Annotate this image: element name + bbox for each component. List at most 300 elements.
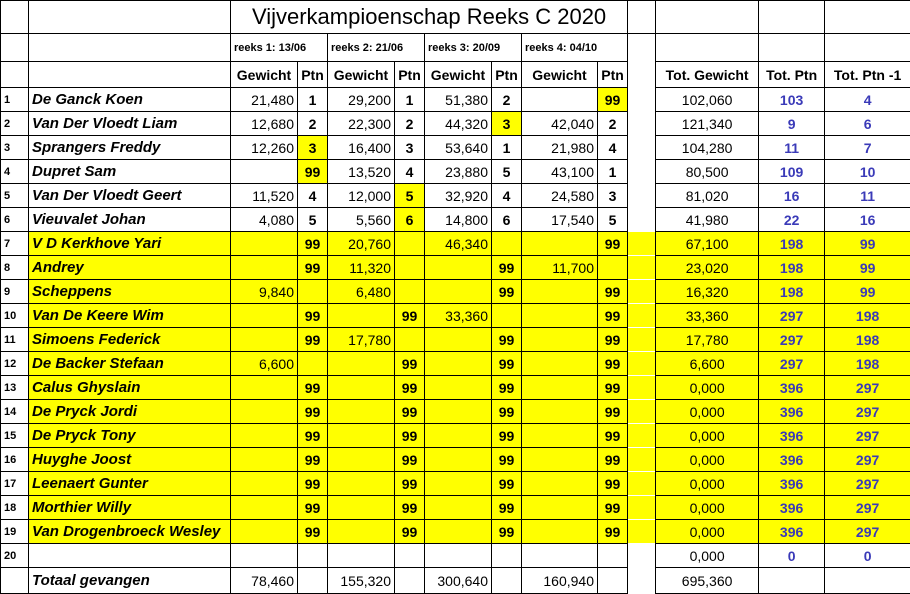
cell[interactable] [29,34,231,62]
row-number[interactable]: 11 [1,328,29,352]
total-weight[interactable]: 67,100 [656,232,759,256]
participant-name[interactable]: Sprangers Freddy [29,136,231,160]
total-points-minus-one[interactable]: 198 [825,328,910,352]
points-4[interactable]: 99 [598,352,628,376]
points-3[interactable] [492,544,522,568]
header-gewicht-4[interactable]: Gewicht [522,62,598,88]
points-3[interactable]: 99 [492,328,522,352]
points-2[interactable]: 5 [395,184,425,208]
points-3[interactable]: 99 [492,376,522,400]
points-2[interactable]: 99 [395,352,425,376]
weight-3[interactable] [425,448,492,472]
weight-2[interactable] [328,424,395,448]
points-2[interactable]: 99 [395,400,425,424]
points-1[interactable]: 99 [298,400,328,424]
weight-3[interactable] [425,520,492,544]
row-number[interactable]: 15 [1,424,29,448]
spacer-cell[interactable] [628,544,656,568]
weight-2[interactable]: 6,480 [328,280,395,304]
spacer-cell[interactable] [628,88,656,112]
weight-4[interactable]: 43,100 [522,160,598,184]
weight-3[interactable] [425,256,492,280]
points-1[interactable]: 99 [298,232,328,256]
weight-2[interactable] [328,400,395,424]
spacer-cell[interactable] [628,34,656,62]
total-weight-4[interactable]: 160,940 [522,568,598,594]
row-number[interactable]: 6 [1,208,29,232]
weight-4[interactable] [522,496,598,520]
row-number[interactable]: 16 [1,448,29,472]
points-4[interactable]: 99 [598,424,628,448]
total-points-minus-one[interactable]: 6 [825,112,910,136]
points-4[interactable]: 99 [598,520,628,544]
spacer-cell[interactable] [628,136,656,160]
weight-4[interactable] [522,400,598,424]
cell[interactable] [628,1,656,34]
weight-4[interactable] [522,328,598,352]
spacer-cell[interactable] [628,256,656,280]
participant-name[interactable]: V D Kerkhove Yari [29,232,231,256]
weight-2[interactable]: 17,780 [328,328,395,352]
row-number[interactable]: 20 [1,544,29,568]
spacer-cell[interactable] [628,184,656,208]
total-weight[interactable]: 104,280 [656,136,759,160]
points-4[interactable] [598,256,628,280]
participant-name[interactable]: Morthier Willy [29,496,231,520]
total-points[interactable]: 396 [759,496,825,520]
weight-1[interactable]: 12,260 [231,136,298,160]
total-points[interactable]: 9 [759,112,825,136]
points-3[interactable]: 2 [492,88,522,112]
weight-4[interactable]: 42,040 [522,112,598,136]
total-points-minus-one[interactable]: 7 [825,136,910,160]
cell[interactable] [1,62,29,88]
points-1[interactable]: 1 [298,88,328,112]
points-1[interactable]: 99 [298,304,328,328]
points-4[interactable]: 2 [598,112,628,136]
weight-3[interactable] [425,496,492,520]
total-points-minus-one[interactable]: 297 [825,424,910,448]
spacer-cell[interactable] [628,280,656,304]
weight-4[interactable] [522,376,598,400]
cell[interactable] [492,568,522,594]
spacer-cell[interactable] [628,208,656,232]
points-4[interactable]: 4 [598,136,628,160]
total-weight[interactable]: 16,320 [656,280,759,304]
weight-2[interactable]: 16,400 [328,136,395,160]
row-number[interactable]: 14 [1,400,29,424]
total-points-minus-one[interactable]: 297 [825,472,910,496]
points-2[interactable]: 3 [395,136,425,160]
total-weight[interactable]: 0,000 [656,496,759,520]
total-points-minus-one[interactable]: 99 [825,256,910,280]
row-number[interactable]: 12 [1,352,29,376]
points-1[interactable] [298,352,328,376]
total-weight[interactable]: 0,000 [656,424,759,448]
spacer-cell[interactable] [628,62,656,88]
total-points-minus-one[interactable]: 10 [825,160,910,184]
weight-3[interactable] [425,352,492,376]
spacer-cell[interactable] [628,160,656,184]
total-weight[interactable]: 23,020 [656,256,759,280]
row-number[interactable]: 8 [1,256,29,280]
weight-2[interactable] [328,520,395,544]
cell[interactable] [1,1,29,34]
cell[interactable] [656,1,759,34]
points-1[interactable]: 4 [298,184,328,208]
header-ptn-1[interactable]: Ptn [298,62,328,88]
cell[interactable] [759,34,825,62]
total-weight[interactable]: 41,980 [656,208,759,232]
cell[interactable] [825,568,910,594]
weight-2[interactable] [328,544,395,568]
spacer-cell[interactable] [628,520,656,544]
total-points[interactable]: 0 [759,544,825,568]
weight-3[interactable]: 23,880 [425,160,492,184]
points-2[interactable] [395,256,425,280]
total-points[interactable]: 198 [759,256,825,280]
weight-3[interactable] [425,376,492,400]
weight-2[interactable] [328,448,395,472]
points-1[interactable] [298,544,328,568]
series-4-header[interactable]: reeks 4: 04/10 [522,34,628,62]
points-3[interactable]: 99 [492,280,522,304]
spacer-cell[interactable] [628,328,656,352]
series-2-header[interactable]: reeks 2: 21/06 [328,34,425,62]
weight-1[interactable]: 4,080 [231,208,298,232]
points-3[interactable]: 99 [492,256,522,280]
total-points[interactable]: 103 [759,88,825,112]
weight-1[interactable]: 6,600 [231,352,298,376]
spacer-cell[interactable] [628,352,656,376]
spacer-cell[interactable] [628,424,656,448]
weight-4[interactable] [522,280,598,304]
total-points-minus-one[interactable]: 11 [825,184,910,208]
weight-1[interactable] [231,232,298,256]
points-3[interactable]: 99 [492,448,522,472]
weight-4[interactable]: 24,580 [522,184,598,208]
points-3[interactable]: 1 [492,136,522,160]
cell[interactable] [395,568,425,594]
points-2[interactable]: 99 [395,520,425,544]
spacer-cell[interactable] [628,400,656,424]
participant-name[interactable]: Calus Ghyslain [29,376,231,400]
total-points[interactable]: 16 [759,184,825,208]
total-points-minus-one[interactable]: 297 [825,400,910,424]
points-2[interactable]: 99 [395,496,425,520]
weight-4[interactable] [522,352,598,376]
points-2[interactable] [395,544,425,568]
total-weight[interactable]: 80,500 [656,160,759,184]
total-weight[interactable]: 17,780 [656,328,759,352]
row-number[interactable]: 18 [1,496,29,520]
total-points[interactable]: 22 [759,208,825,232]
row-number[interactable]: 1 [1,88,29,112]
total-points-minus-one[interactable]: 297 [825,496,910,520]
points-3[interactable]: 99 [492,424,522,448]
cell[interactable] [1,568,29,594]
points-4[interactable]: 99 [598,304,628,328]
weight-4[interactable] [522,472,598,496]
grand-total-weight[interactable]: 695,360 [656,568,759,594]
row-number[interactable]: 3 [1,136,29,160]
points-4[interactable]: 99 [598,472,628,496]
spacer-cell[interactable] [628,472,656,496]
points-2[interactable]: 99 [395,304,425,328]
weight-2[interactable] [328,376,395,400]
weight-3[interactable]: 44,320 [425,112,492,136]
spacer-cell[interactable] [628,232,656,256]
cell[interactable] [759,568,825,594]
weight-1[interactable]: 21,480 [231,88,298,112]
total-points[interactable]: 198 [759,280,825,304]
cell[interactable] [825,34,910,62]
weight-1[interactable] [231,400,298,424]
total-points-minus-one[interactable]: 297 [825,448,910,472]
participant-name[interactable]: De Backer Stefaan [29,352,231,376]
weight-4[interactable]: 17,540 [522,208,598,232]
weight-3[interactable]: 53,640 [425,136,492,160]
weight-4[interactable] [522,232,598,256]
cell[interactable] [825,1,910,34]
weight-3[interactable] [425,328,492,352]
points-1[interactable]: 99 [298,472,328,496]
total-weight[interactable]: 121,340 [656,112,759,136]
points-3[interactable]: 4 [492,184,522,208]
weight-1[interactable] [231,256,298,280]
weight-1[interactable] [231,496,298,520]
weight-1[interactable] [231,424,298,448]
spacer-cell[interactable] [628,496,656,520]
points-3[interactable]: 99 [492,400,522,424]
total-points-minus-one[interactable]: 4 [825,88,910,112]
total-weight[interactable]: 0,000 [656,400,759,424]
total-points-minus-one[interactable]: 0 [825,544,910,568]
points-4[interactable]: 1 [598,160,628,184]
points-1[interactable]: 99 [298,376,328,400]
points-3[interactable]: 3 [492,112,522,136]
weight-3[interactable] [425,280,492,304]
points-2[interactable]: 1 [395,88,425,112]
total-points[interactable]: 396 [759,400,825,424]
points-2[interactable]: 99 [395,376,425,400]
cell[interactable] [29,1,231,34]
total-points-minus-one[interactable]: 198 [825,304,910,328]
total-weight[interactable]: 102,060 [656,88,759,112]
points-2[interactable]: 99 [395,424,425,448]
weight-1[interactable]: 12,680 [231,112,298,136]
weight-3[interactable]: 33,360 [425,304,492,328]
points-2[interactable] [395,280,425,304]
points-4[interactable]: 5 [598,208,628,232]
points-3[interactable]: 99 [492,472,522,496]
weight-3[interactable] [425,424,492,448]
points-1[interactable]: 3 [298,136,328,160]
points-2[interactable] [395,328,425,352]
total-points-minus-one[interactable]: 99 [825,280,910,304]
points-3[interactable]: 5 [492,160,522,184]
weight-1[interactable] [231,520,298,544]
total-points[interactable]: 297 [759,304,825,328]
points-4[interactable]: 99 [598,496,628,520]
weight-3[interactable] [425,472,492,496]
participant-name[interactable]: Andrey [29,256,231,280]
total-weight[interactable]: 33,360 [656,304,759,328]
points-3[interactable] [492,232,522,256]
total-weight-2[interactable]: 155,320 [328,568,395,594]
participant-name[interactable]: De Pryck Jordi [29,400,231,424]
total-points[interactable]: 396 [759,376,825,400]
spacer-cell[interactable] [628,448,656,472]
series-1-header[interactable]: reeks 1: 13/06 [231,34,328,62]
series-3-header[interactable]: reeks 3: 20/09 [425,34,522,62]
total-weight-3[interactable]: 300,640 [425,568,492,594]
weight-1[interactable] [231,448,298,472]
spacer-cell[interactable] [628,568,656,594]
row-number[interactable]: 13 [1,376,29,400]
row-number[interactable]: 4 [1,160,29,184]
points-4[interactable]: 99 [598,280,628,304]
total-points[interactable]: 109 [759,160,825,184]
participant-name[interactable]: Van Drogenbroeck Wesley [29,520,231,544]
total-weight-1[interactable]: 78,460 [231,568,298,594]
participant-name[interactable]: De Ganck Koen [29,88,231,112]
row-number[interactable]: 7 [1,232,29,256]
points-2[interactable]: 4 [395,160,425,184]
total-points[interactable]: 396 [759,448,825,472]
header-tot-ptn[interactable]: Tot. Ptn [759,62,825,88]
weight-1[interactable]: 9,840 [231,280,298,304]
header-ptn-4[interactable]: Ptn [598,62,628,88]
spacer-cell[interactable] [628,304,656,328]
weight-4[interactable]: 11,700 [522,256,598,280]
weight-2[interactable] [328,472,395,496]
points-1[interactable]: 99 [298,328,328,352]
weight-2[interactable]: 5,560 [328,208,395,232]
weight-1[interactable] [231,328,298,352]
weight-4[interactable] [522,544,598,568]
header-ptn-2[interactable]: Ptn [395,62,425,88]
points-4[interactable]: 99 [598,88,628,112]
points-1[interactable] [298,280,328,304]
row-number[interactable]: 9 [1,280,29,304]
points-4[interactable] [598,544,628,568]
points-1[interactable]: 99 [298,448,328,472]
cell[interactable] [298,568,328,594]
points-2[interactable] [395,232,425,256]
spacer-cell[interactable] [628,112,656,136]
spacer-cell[interactable] [628,376,656,400]
total-points-minus-one[interactable]: 198 [825,352,910,376]
header-ptn-3[interactable]: Ptn [492,62,522,88]
points-1[interactable]: 99 [298,160,328,184]
total-points[interactable]: 198 [759,232,825,256]
header-tot-gewicht[interactable]: Tot. Gewicht [656,62,759,88]
participant-name[interactable]: Vieuvalet Johan [29,208,231,232]
weight-4[interactable] [522,88,598,112]
points-1[interactable]: 99 [298,424,328,448]
weight-2[interactable]: 12,000 [328,184,395,208]
weight-4[interactable] [522,304,598,328]
weight-4[interactable] [522,448,598,472]
points-3[interactable]: 99 [492,496,522,520]
participant-name[interactable]: Scheppens [29,280,231,304]
total-weight[interactable]: 81,020 [656,184,759,208]
weight-3[interactable]: 32,920 [425,184,492,208]
total-points[interactable]: 396 [759,424,825,448]
cell[interactable] [1,34,29,62]
header-gewicht-2[interactable]: Gewicht [328,62,395,88]
points-1[interactable]: 99 [298,520,328,544]
points-1[interactable]: 99 [298,256,328,280]
weight-1[interactable]: 11,520 [231,184,298,208]
sheet-title[interactable]: Vijverkampioenschap Reeks C 2020 [231,1,628,34]
points-3[interactable] [492,304,522,328]
participant-name[interactable]: Van De Keere Wim [29,304,231,328]
header-tot-ptn-min1[interactable]: Tot. Ptn -1 [825,62,910,88]
participant-name[interactable]: De Pryck Tony [29,424,231,448]
row-number[interactable]: 2 [1,112,29,136]
total-points[interactable]: 297 [759,328,825,352]
weight-1[interactable] [231,376,298,400]
points-1[interactable]: 2 [298,112,328,136]
weight-4[interactable]: 21,980 [522,136,598,160]
total-weight[interactable]: 0,000 [656,376,759,400]
total-points[interactable]: 396 [759,472,825,496]
points-4[interactable]: 3 [598,184,628,208]
row-number[interactable]: 5 [1,184,29,208]
weight-3[interactable] [425,544,492,568]
participant-name[interactable]: Huyghe Joost [29,448,231,472]
participant-name[interactable]: Van Der Vloedt Geert [29,184,231,208]
participant-name[interactable]: Simoens Federick [29,328,231,352]
weight-2[interactable]: 13,520 [328,160,395,184]
weight-2[interactable] [328,496,395,520]
weight-2[interactable] [328,304,395,328]
points-4[interactable]: 99 [598,376,628,400]
weight-1[interactable] [231,544,298,568]
total-points-minus-one[interactable]: 297 [825,520,910,544]
weight-1[interactable] [231,304,298,328]
points-1[interactable]: 99 [298,496,328,520]
total-points-minus-one[interactable]: 297 [825,376,910,400]
total-weight[interactable]: 0,000 [656,520,759,544]
total-weight[interactable]: 6,600 [656,352,759,376]
points-4[interactable]: 99 [598,400,628,424]
cell[interactable] [656,34,759,62]
weight-2[interactable]: 29,200 [328,88,395,112]
points-4[interactable]: 99 [598,448,628,472]
points-2[interactable]: 2 [395,112,425,136]
cell[interactable] [29,62,231,88]
weight-2[interactable]: 20,760 [328,232,395,256]
points-4[interactable]: 99 [598,232,628,256]
participant-name[interactable]: Van Der Vloedt Liam [29,112,231,136]
weight-3[interactable]: 14,800 [425,208,492,232]
total-weight[interactable]: 0,000 [656,472,759,496]
points-2[interactable]: 6 [395,208,425,232]
header-gewicht-3[interactable]: Gewicht [425,62,492,88]
header-gewicht-1[interactable]: Gewicht [231,62,298,88]
weight-3[interactable]: 46,340 [425,232,492,256]
weight-4[interactable] [522,424,598,448]
total-points[interactable]: 297 [759,352,825,376]
weight-2[interactable]: 22,300 [328,112,395,136]
weight-2[interactable]: 11,320 [328,256,395,280]
points-3[interactable]: 6 [492,208,522,232]
points-2[interactable]: 99 [395,472,425,496]
row-number[interactable]: 19 [1,520,29,544]
